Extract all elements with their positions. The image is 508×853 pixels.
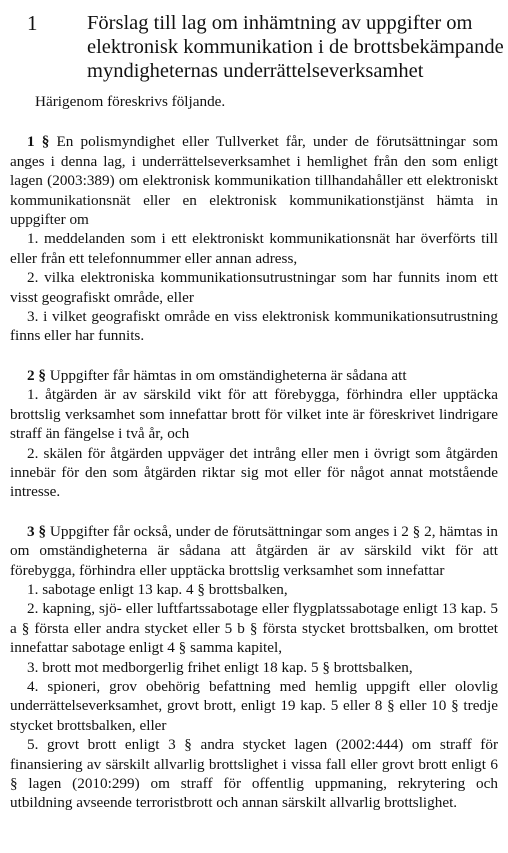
- list-item: 4. spioneri, grov obehörig befattning med hemlig uppgift eller olovlig underrättelseverksamhet, grovt brott, enligt 19 kap. 5 eller 8 § eller 10 § tredje stycket brottsbalken, eller: [10, 677, 498, 734]
- section-2: [10, 366, 498, 502]
- list-item: 5. grovt brott enligt 3 § andra stycket lagen (2002:444) om straff för finansiering av särskilt allvarlig brottslighet i vissa fall eller grovt brott enligt 6 § lagen (2010:299) om straff för offentlig uppmaning, rekrytering och utbildning avseende terroristbrott och annan särskilt allvarlig brottslighet.: [10, 736, 498, 812]
- section-lead-paragraph: [10, 522, 498, 580]
- paragraph-text: Uppgifter får också, under de förutsättningar som anges i 2 § 2, hämtas in om omständigheterna är sådana att åtgärden är av särskild vikt för att förebygga, förhindra eller upptäcka brottslig verksamhet som innefattar: [10, 522, 499, 579]
- heading-line: Förslag till lag om inhämtning av uppgifter om: [87, 12, 473, 34]
- section-1: [10, 132, 498, 345]
- section-lead-paragraph: [10, 132, 498, 229]
- heading-line: myndigheternas underrättelseverksamhet: [87, 60, 424, 82]
- heading-line: elektronisk kommunikation i de brottsbekämpande: [87, 36, 504, 58]
- list-item: 3. i vilket geografiskt område en viss elektronisk kommunikationsutrustning finns eller har funnits.: [10, 308, 498, 345]
- law-text-body: [10, 92, 498, 833]
- law-proposal-heading: [87, 11, 504, 83]
- section-lead-paragraph: [10, 366, 498, 385]
- list-item: 1. meddelanden som i ett elektroniskt kommunikationsnät har överförts till eller från ett telefonnummer eller annan adress,: [10, 230, 498, 267]
- section-mark: 1 §: [27, 133, 50, 151]
- list-item: 2. kapning, sjö- eller luftfartssabotage eller flygplatssabotage enligt 13 kap. 5 a § första eller andra stycket eller 5 b § första stycket brottsbalken, om brottet innefattar sabotage enligt 4 § samma kapitel,: [10, 600, 498, 657]
- paragraph-text: Uppgifter får hämtas in om omständigheterna är sådana att: [49, 366, 407, 384]
- section-mark: 3 §: [27, 522, 47, 540]
- paragraph-text: En polismyndighet eller Tullverket får, under de förutsättningar som anges i denna lag, i underrättelseverksamhet i hemlighet från den som enligt lagen (2003:389) om elektronisk kommunikation tillhandahåller ett elektroniskt kommunikationsnät eller en elektronisk kommunikationstjänst hämta in uppgifter om: [10, 133, 499, 229]
- section-3: [10, 522, 498, 813]
- preamble: Härigenom föreskrivs följande.: [35, 93, 226, 110]
- list-item: 2. skälen för åtgärden uppväger det intrång eller men i övrigt som åtgärden innebär för den som åtgärden riktar sig mot eller för något annat motstående intresse.: [10, 444, 498, 501]
- list-item: 1. sabotage enligt 13 kap. 4 § brottsbalken,: [27, 580, 288, 598]
- heading-number: 1: [27, 11, 38, 35]
- list-item: 2. vilka elektroniska kommunikationsutrustningar som har funnits inom ett visst geografiskt område, eller: [10, 269, 498, 306]
- list-item: 3. brott mot medborgerlig frihet enligt 18 kap. 5 § brottsbalken,: [27, 658, 413, 676]
- list-item: 1. åtgärden är av särskild vikt för att förebygga, förhindra eller upptäcka brottslig verksamhet som innefattar brott för vilket inte är föreskrivet lindrigare straff än fängelse i två år, och: [10, 386, 498, 443]
- section-mark: 2 §: [27, 366, 46, 384]
